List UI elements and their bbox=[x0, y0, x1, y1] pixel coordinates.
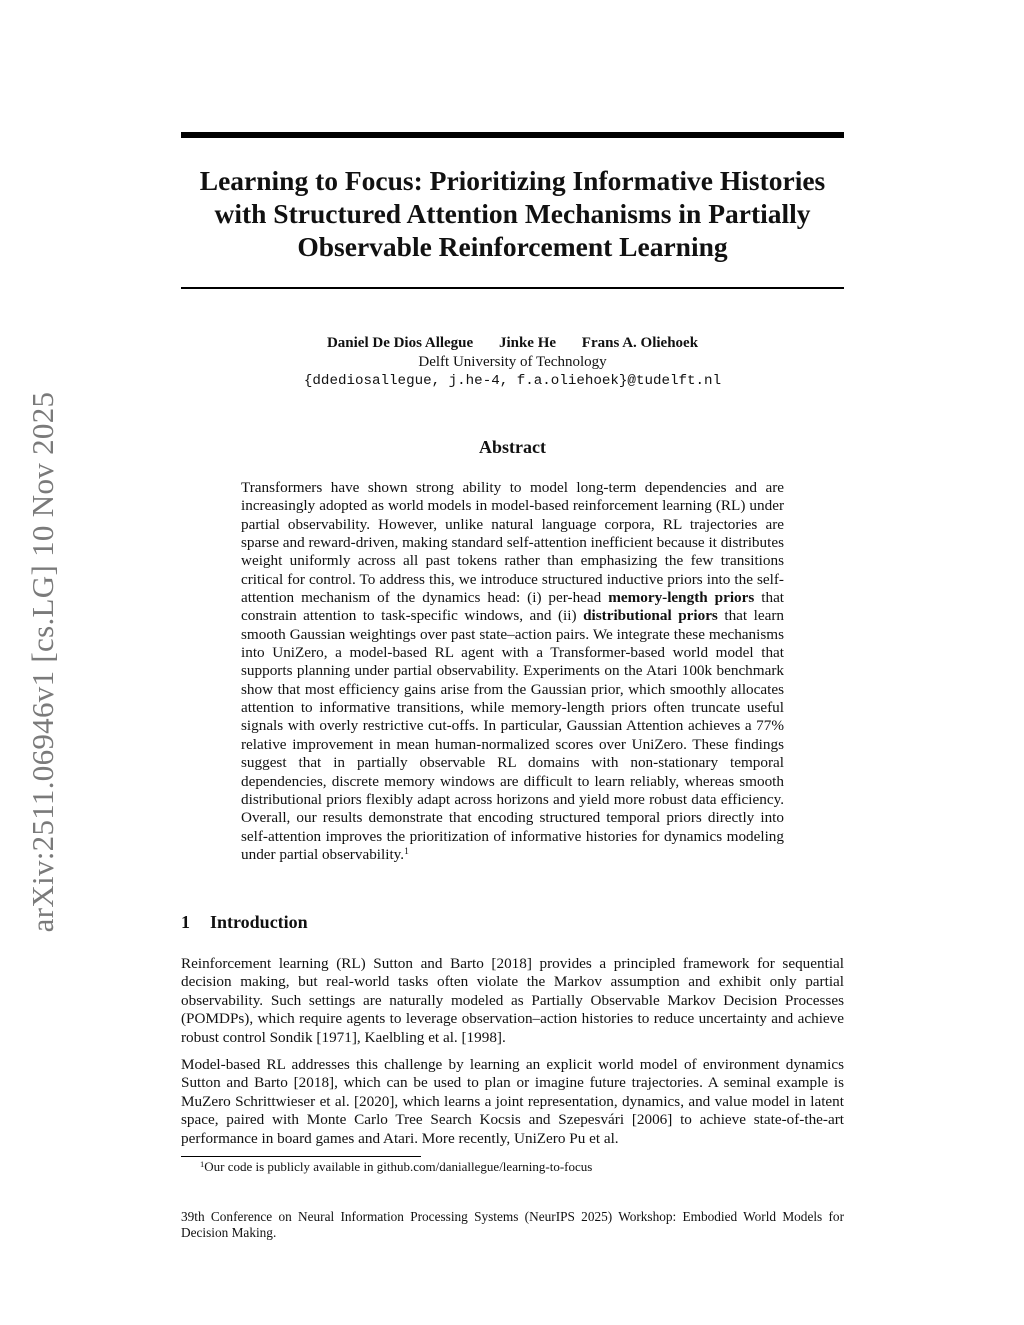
author-names bbox=[181, 334, 844, 353]
author-3: Frans A. Oliehoek bbox=[581, 335, 699, 351]
title-line-1: Learning to Focus: Prioritizing Informative Histories bbox=[199, 165, 826, 196]
abstract-bold-distributional-priors: distributional priors bbox=[583, 607, 718, 625]
abstract-text-part-2: that constrain attention to task-specific windows, and (ii) bbox=[241, 589, 785, 625]
footnote-text: Our code is publicly available in github.com/daniallegue/learning-to-focus bbox=[204, 1159, 593, 1174]
introduction-paragraph-1: Reinforcement learning (RL) Sutton and Barto [2018] provides a principled framework for sequential decision making, but real-world tasks often violate the Markov assumption and exhibit only partial observability. Such settings are naturally modeled as Partially Observable Markov Decision Processes (POMDPs), which require agents to leverage observation–action histories to reduce uncertainty and achieve robust control Sondik [1971], Kaelbling et al. [1998]. bbox=[181, 955, 844, 1046]
arxiv-identifier: arXiv:2511.06946v1 [cs.LG] 10 Nov 2025 bbox=[25, 391, 60, 933]
abstract-body bbox=[241, 479, 784, 864]
author-2: Jinke He bbox=[498, 335, 557, 351]
abstract-text-part-1: Transformers have shown strong ability to model long-term dependencies and are increasingly adopted as world models in model-based reinforcement learning (RL) under partial observability. However, unlike natural language corpora, RL trajectories are sparse and reward-driven, making standard self-attention inefficient because it distributes weight uniformly across all past tokens rather than emphasizing the few transitions critical for control. To address this, we introduce structured inductive priors into the self-attention mechanism of the dynamics head: (i) per-head bbox=[241, 479, 784, 607]
title-line-3: Observable Reinforcement Learning bbox=[297, 231, 728, 262]
abstract-footnote-mark: 1 bbox=[404, 846, 409, 857]
paper-title bbox=[181, 164, 844, 263]
author-1: Daniel De Dios Allegue bbox=[326, 335, 474, 351]
title-bottom-rule bbox=[181, 287, 844, 289]
section-number: 1 bbox=[181, 912, 190, 932]
author-emails: {ddediosallegue, j.he-4, f.a.oliehoek}@tudelft.nl bbox=[303, 373, 722, 389]
title-line-2: with Structured Attention Mechanisms in Partially bbox=[214, 198, 811, 229]
author-block bbox=[181, 334, 844, 391]
footnote-rule bbox=[181, 1156, 421, 1157]
author-affiliation: Delft University of Technology bbox=[418, 354, 607, 370]
abstract-bold-memory-length-priors: memory-length priors bbox=[608, 589, 755, 607]
footnote-mark: 1 bbox=[200, 1159, 205, 1169]
introduction-paragraph-2: Model-based RL addresses this challenge by learning an explicit world model of environment dynamics Sutton and Barto [2018], which can be used to plan or imagine future trajectories. A seminal example is MuZero Schrittwieser et al. [2020], which learns a joint representation, dynamics, and value model in latent space, paired with Monte Carlo Tree Search Kocsis and Szepesvári [2006] to achieve state-of-the-art performance in board games and Atari. More recently, UniZero Pu et al. bbox=[181, 1056, 844, 1147]
introduction-heading bbox=[181, 912, 308, 933]
footnote bbox=[200, 1159, 592, 1175]
abstract-text-part-3: that learn smooth Gaussian weightings over past state–action pairs. We integrate these mechanisms into UniZero, a model-based RL agent with a Transformer-based world model that supports planning under partial observability. Experiments on the Atari 100k benchmark show that most efficiency gains arise from the Gaussian prior, which smoothly allocates attention to informative transitions, while memory-length priors often truncate useful signals with overly restrictive cut-offs. In particular, Gaussian Attention achieves a 77% relative improvement in mean human-normalized scores over UniZero. These findings suggest that in partially observable RL domains with non-stationary temporal dependencies, discrete memory windows are difficult to learn reliably, whereas smooth distributional priors flexibly adapt across horizons and yield more robust data efficiency. Overall, our results demonstrate that encoding structured temporal priors directly into self-attention improves the prioritization of informative histories for dynamics modeling under partial observability. bbox=[241, 607, 784, 863]
abstract-heading: Abstract bbox=[479, 437, 546, 457]
section-title: Introduction bbox=[210, 912, 308, 932]
conference-note: 39th Conference on Neural Information Processing Systems (NeurIPS 2025) Workshop: Embodied World Models for Decision Making. bbox=[181, 1209, 844, 1240]
title-top-rule bbox=[181, 132, 844, 138]
